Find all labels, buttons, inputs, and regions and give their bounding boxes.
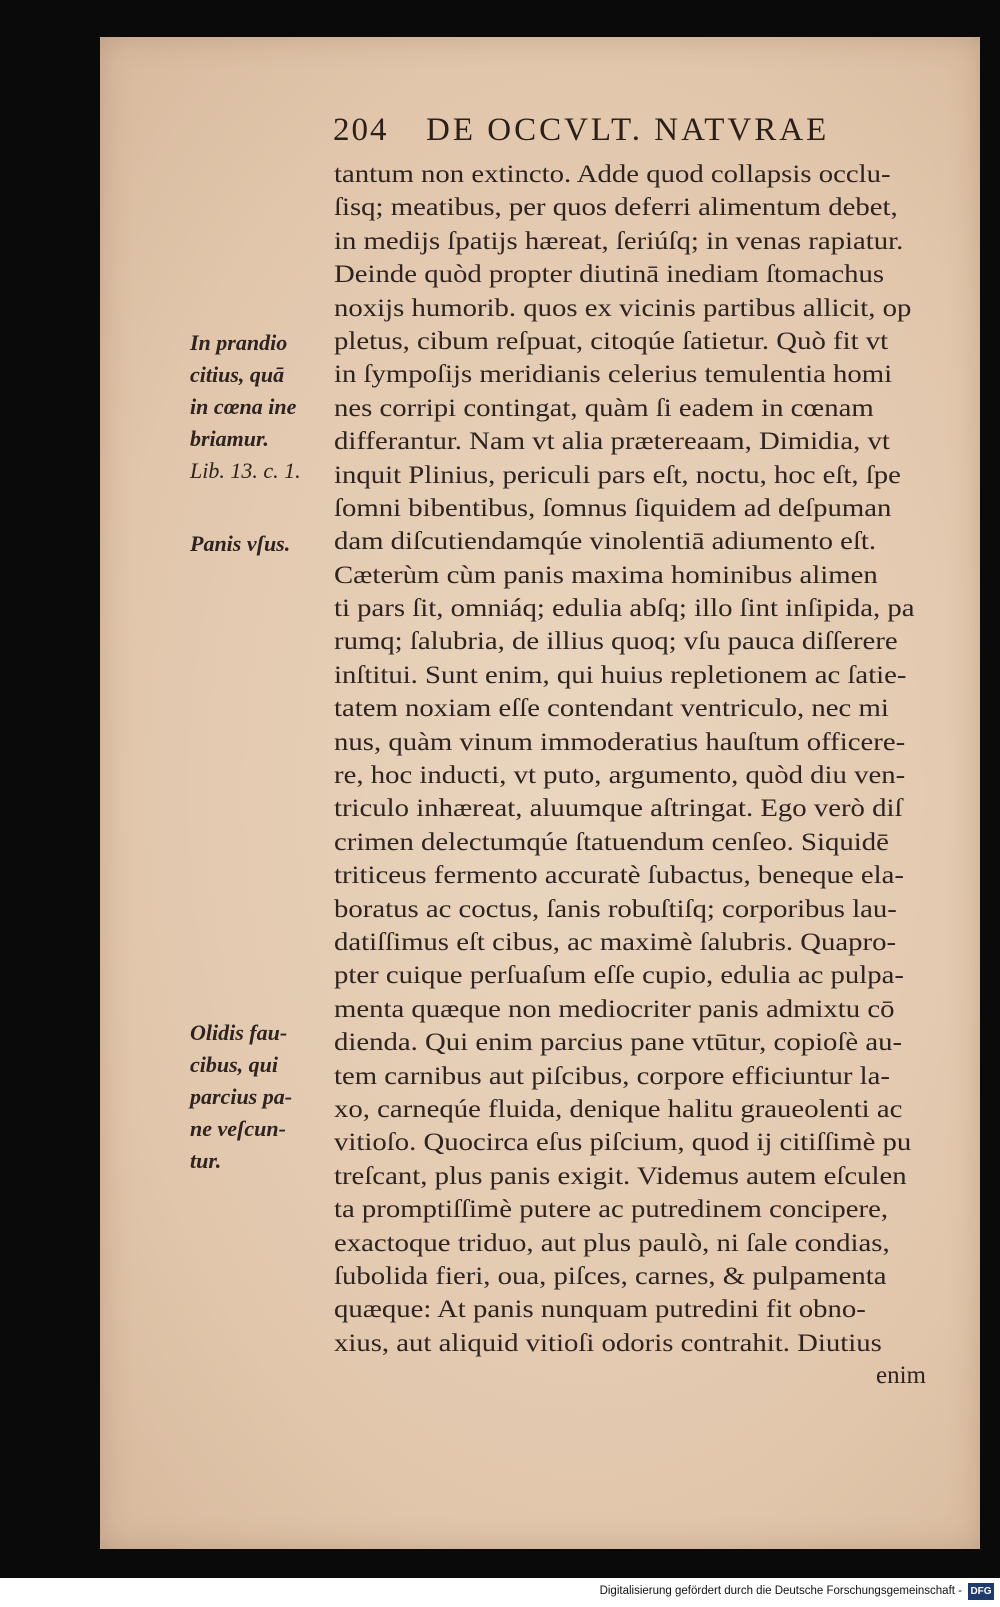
text-line: treſcant, plus panis exigit. Videmus autem eſculen [334,1162,907,1190]
text-line: ti pars ſit, omniáq; edulia abſq; illo ſint inſipida, pa [334,595,915,623]
running-title: DE OCCVLT. NATVRAE [426,112,830,148]
marginal-note-line: Lib. 13. c. 1. [190,458,301,483]
marginal-note-line: in cœna ine [190,394,297,419]
catchword: enim [876,1362,926,1389]
text-line: Deinde quòd propter diutinā inediam ſtomachus [334,261,885,289]
page-number: 204 [333,112,389,148]
funding-credit: Digitalisierung gefördert durch die Deutsche Forschungsgemeinschaft - [599,1585,962,1597]
marginal-note-line: Panis vſus. [190,531,291,556]
text-line: tatem noxiam eſſe contendant ventriculo, nec mi [334,695,889,723]
marginal-note-line: parcius pa- [190,1084,293,1109]
marginal-note-line: cibus, qui [190,1052,279,1077]
main-text-block [334,158,934,1360]
text-line: vitioſo. Quocirca eſus piſcium, quod ij citiſſimè pu [334,1129,912,1157]
text-line: rumq; ſalubria, de illius quoq; vſu pauca diſſerere [334,628,898,656]
text-line: exactoque triduo, aut plus paulò, ni ſale condias, [334,1229,890,1257]
marginal-note-panis [190,528,330,560]
marginal-note-line: In prandio [190,330,288,355]
marginal-note-prandio [190,327,330,487]
text-line: ſubolida fieri, oua, piſces, carnes, & pulpamenta [334,1262,887,1290]
text-line: nus, quàm vinum immoderatius hauſtum officere- [334,728,906,756]
text-line: in ſympoſijs meridianis celerius temulentia homi [334,361,893,389]
text-line: tem carnibus aut piſcibus, corpore efficiuntur la- [334,1062,890,1090]
digitization-footer [0,1578,1000,1607]
dfg-logo: DFG [968,1583,994,1600]
text-line: crimen delectumqúe ſtatuendum cenſeo. Siquidē [334,828,889,856]
text-line: inſtitui. Sunt enim, qui huius repletionem ac ſatie- [334,661,907,689]
text-line: noxijs humorib. quos ex vicinis partibus allicit, op [334,294,912,322]
text-line: quæque: At panis nunquam putredini fit obno- [334,1296,866,1324]
text-line: re, hoc inducti, vt puto, argumento, quòd diu ven- [334,762,906,790]
text-line: tantum non extincto. Adde quod collapsis occlu- [334,161,891,188]
text-line: datiſſimus eſt cibus, ac maximè ſalubris. Quapro- [334,928,897,956]
text-line: dam diſcutiendamqúe vinolentiā adiumento eſt. [334,528,877,556]
text-line: triticeus fermento accuratè ſubactus, beneque ela- [334,862,904,890]
text-line: menta quæque non mediocriter panis admixtu cō [334,995,895,1023]
text-line: inquit Plinius, periculi pars eſt, noctu, hoc eſt, ſpe [334,461,901,489]
marginal-note-olidis [190,1017,330,1177]
marginal-note-line: citius, quā [190,362,285,387]
running-head [333,112,893,156]
text-line: xo, carneqúe fluida, denique halitu graueolenti ac [334,1095,903,1123]
text-line: ſomni bibentibus, ſomnus ſiquidem ad deſpuman [334,494,892,522]
text-line: xius, aut aliquid vitioſi odoris contrahit. Diutius [334,1329,882,1357]
text-line: triculo inhæreat, aluumque aſtringat. Ego verò diſ [334,795,903,823]
marginal-note-line: briamur. [190,426,269,451]
text-line: in medijs ſpatijs hæreat, ſeriúſq; in venas rapiatur. [334,227,904,255]
marginal-note-line: ne veſcun- [190,1116,286,1141]
text-line: Cæterùm cùm panis maxima hominibus alimen [334,561,878,589]
marginal-note-line: tur. [190,1148,222,1173]
text-line: nes corripi contingat, quàm ſi eadem in cœnam [334,394,874,422]
text-line: ta promptiſſimè putere ac putredinem concipere, [334,1196,889,1224]
text-line: dienda. Qui enim parcius pane vtūtur, copioſè au- [334,1029,903,1057]
text-line: pletus, cibum reſpuat, citoqúe ſatietur. Quò fit vt [334,327,889,355]
text-line: boratus ac coctus, ſanis robuſtiſq; corporibus lau- [334,895,897,923]
text-line: differantur. Nam vt alia prætereaam, Dimidia, vt [334,428,890,456]
marginal-note-line: Olidis fau- [190,1020,288,1045]
text-line: ſisq; meatibus, per quos deferri alimentum debet, [334,194,898,222]
text-line: pter cuique perſuaſum eſſe cupio, edulia ac pulpa- [334,962,904,990]
